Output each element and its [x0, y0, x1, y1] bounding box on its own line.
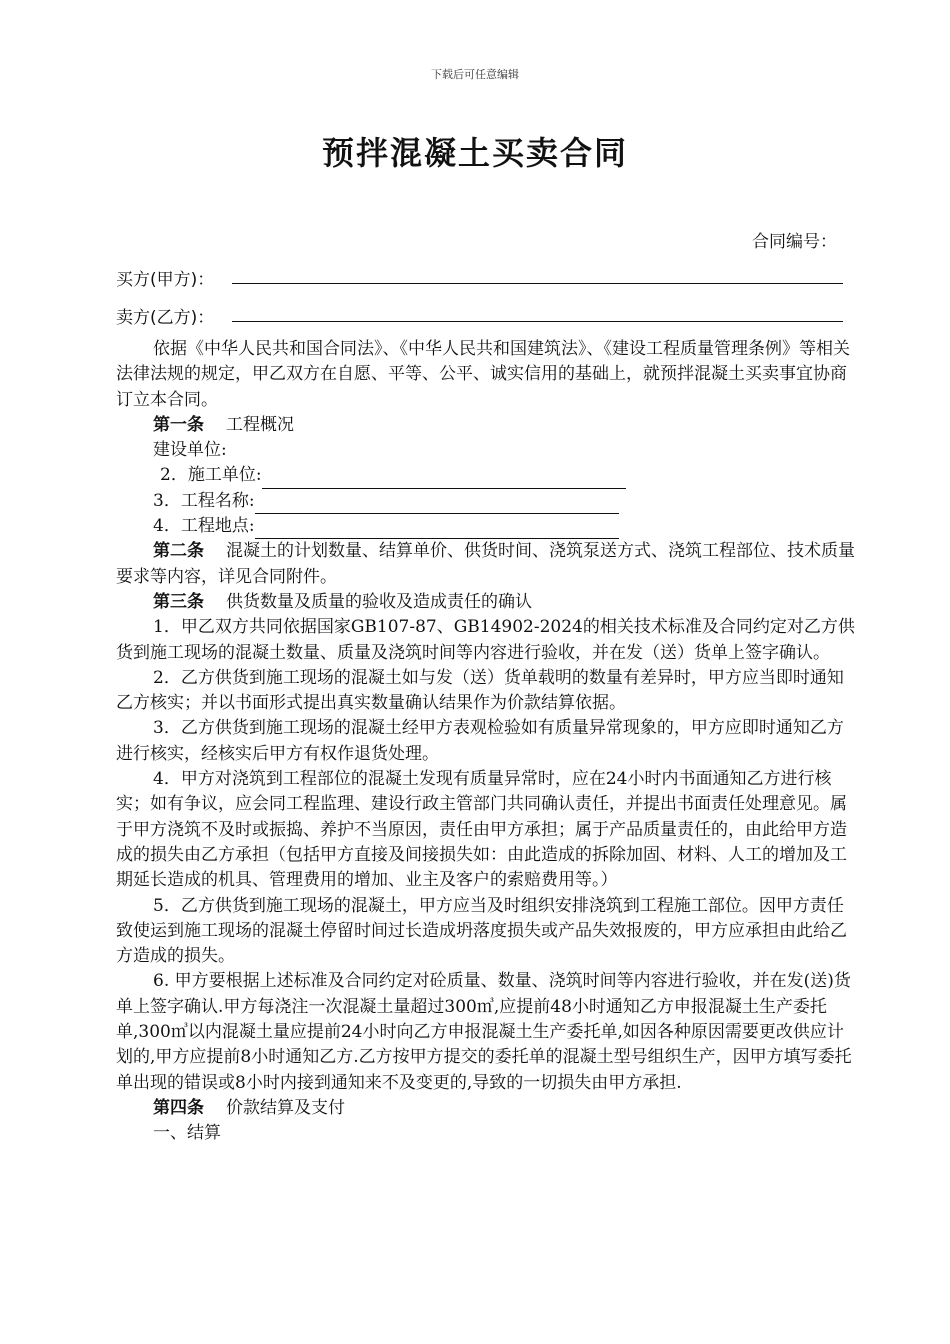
article-1-heading-row — [116, 413, 856, 438]
buyer-row — [116, 265, 214, 290]
buyer-blank-line[interactable] — [232, 283, 843, 284]
article-3-clause-6: 6. 甲方要根据上述标准及合同约定对砼质量、数量、浇筑时间等内容进行验收，并在发(送)货单上签字确认.甲方每浇注一次混凝土量超过300㎥,应提前48小时通知乙方申报混凝土生产委托单,300㎥以内混凝土量应提前24小时向乙方申报混凝土生产委托单,如因各种原因需要更改供应计划的,甲方应提前8小时通知乙方.乙方按甲方提交的委托单的混凝土型号组织生产，因甲方填写委托单出现的错误或8小时内接到通知来不及变更的,导致的一切损失由甲方承担. — [116, 971, 852, 1093]
document-title: 预拌混凝土买卖合同 — [321, 134, 628, 172]
article-3-clause-5: 5．乙方供货到施工现场的混凝土，甲方应当及时组织安排浇筑到工程施工部位。因甲方责任致使运到施工现场的混凝土停留时间过长造成坍落度损失或产品失效报废的，甲方应承担由此给乙方造成的损失。 — [116, 895, 847, 967]
article-3-clause-3: 3．乙方供货到施工现场的混凝土经甲方表观检验如有质量异常现象的，甲方应即时通知乙方进行核实，经核实后甲方有权作退货处理。 — [116, 718, 844, 764]
article-1-item-1-row — [116, 463, 856, 488]
article-4-number: 第四条 — [153, 1097, 204, 1118]
article-1-item-0: 建设单位: — [153, 440, 227, 461]
article-1-item-3: 4．工程地点: — [153, 516, 255, 537]
construction-unit-blank[interactable] — [262, 470, 626, 489]
article-1-item-2-row — [116, 489, 856, 514]
contract-number-label: 合同编号： — [752, 232, 837, 252]
article-3-clause-2: 2．乙方供货到施工现场的混凝土如与发（送）货单载明的数量有差异时，甲方应当即时通知乙方核实；并以书面形式提出真实数量确认结果作为价款结算依据。 — [116, 667, 844, 714]
article-3-clause-1: 1．甲乙双方共同依据国家GB107-87、GB14902-2024的相关技术标准及合同约定对乙方供货到施工现场的混凝土数量、质量及浇筑时间等内容进行验收，并在发（送）货单上签字确认。 — [116, 617, 855, 663]
article-1-title: 工程概况 — [226, 414, 294, 435]
seller-label: 卖方(乙方)： — [116, 308, 215, 328]
article-1-number: 第一条 — [153, 414, 204, 435]
intro-paragraph: 依据《中华人民共和国合同法》、《中华人民共和国建筑法》、《建设工程质量管理条例》等相关法律法规的规定，甲乙双方在自愿、平等、公平、诚实信用的基础上，就预拌混凝土买卖事宜协商订立本合同。 — [116, 339, 850, 410]
article-2-number: 第二条 — [153, 541, 204, 562]
article-3-title: 供货数量及质量的验收及造成责任的确认 — [226, 591, 532, 612]
seller-row — [116, 303, 214, 328]
article-1-item-3-row — [116, 514, 856, 539]
header-note: 下载后可任意编辑 — [431, 68, 519, 81]
article-4-subheading: 一、结算 — [153, 1123, 221, 1144]
article-1-item-1: 2．施工单位: — [160, 465, 262, 486]
article-2-text: 混凝土的计划数量、结算单价、供货时间、浇筑泵送方式、浇筑工程部位、技术质量要求等内容，详见合同附件。 — [116, 541, 855, 587]
project-location-blank[interactable] — [255, 520, 619, 539]
article-4-title: 价款结算及支付 — [226, 1097, 345, 1118]
article-3-number: 第三条 — [153, 591, 204, 612]
article-4-heading-row — [116, 1096, 856, 1121]
buyer-label: 买方(甲方)： — [116, 270, 215, 290]
seller-blank-line[interactable] — [232, 321, 843, 322]
article-3-heading-row — [116, 590, 856, 615]
article-1-item-2: 3．工程名称: — [153, 490, 255, 511]
article-3-clause-4: 4．甲方对浇筑到工程部位的混凝土发现有质量异常时，应在24小时内书面通知乙方进行核实；如有争议，应会同工程监理、建设行政主管部门共同确认责任，并提出书面责任处理意见。属于甲方浇筑不及时或振捣、养护不当原因，责任由甲方承担；属于产品质量责任的，由此给甲方造成的损失由乙方承担（包括甲方直接及间接损失如：由此造成的拆除加固、材料、人工的增加及工期延长造成的机具、管理费用的增加、业主及客户的索赔费用等。） — [116, 769, 847, 891]
project-name-blank[interactable] — [255, 495, 619, 514]
article-2-paragraph — [116, 539, 856, 590]
contract-body — [116, 337, 856, 1147]
